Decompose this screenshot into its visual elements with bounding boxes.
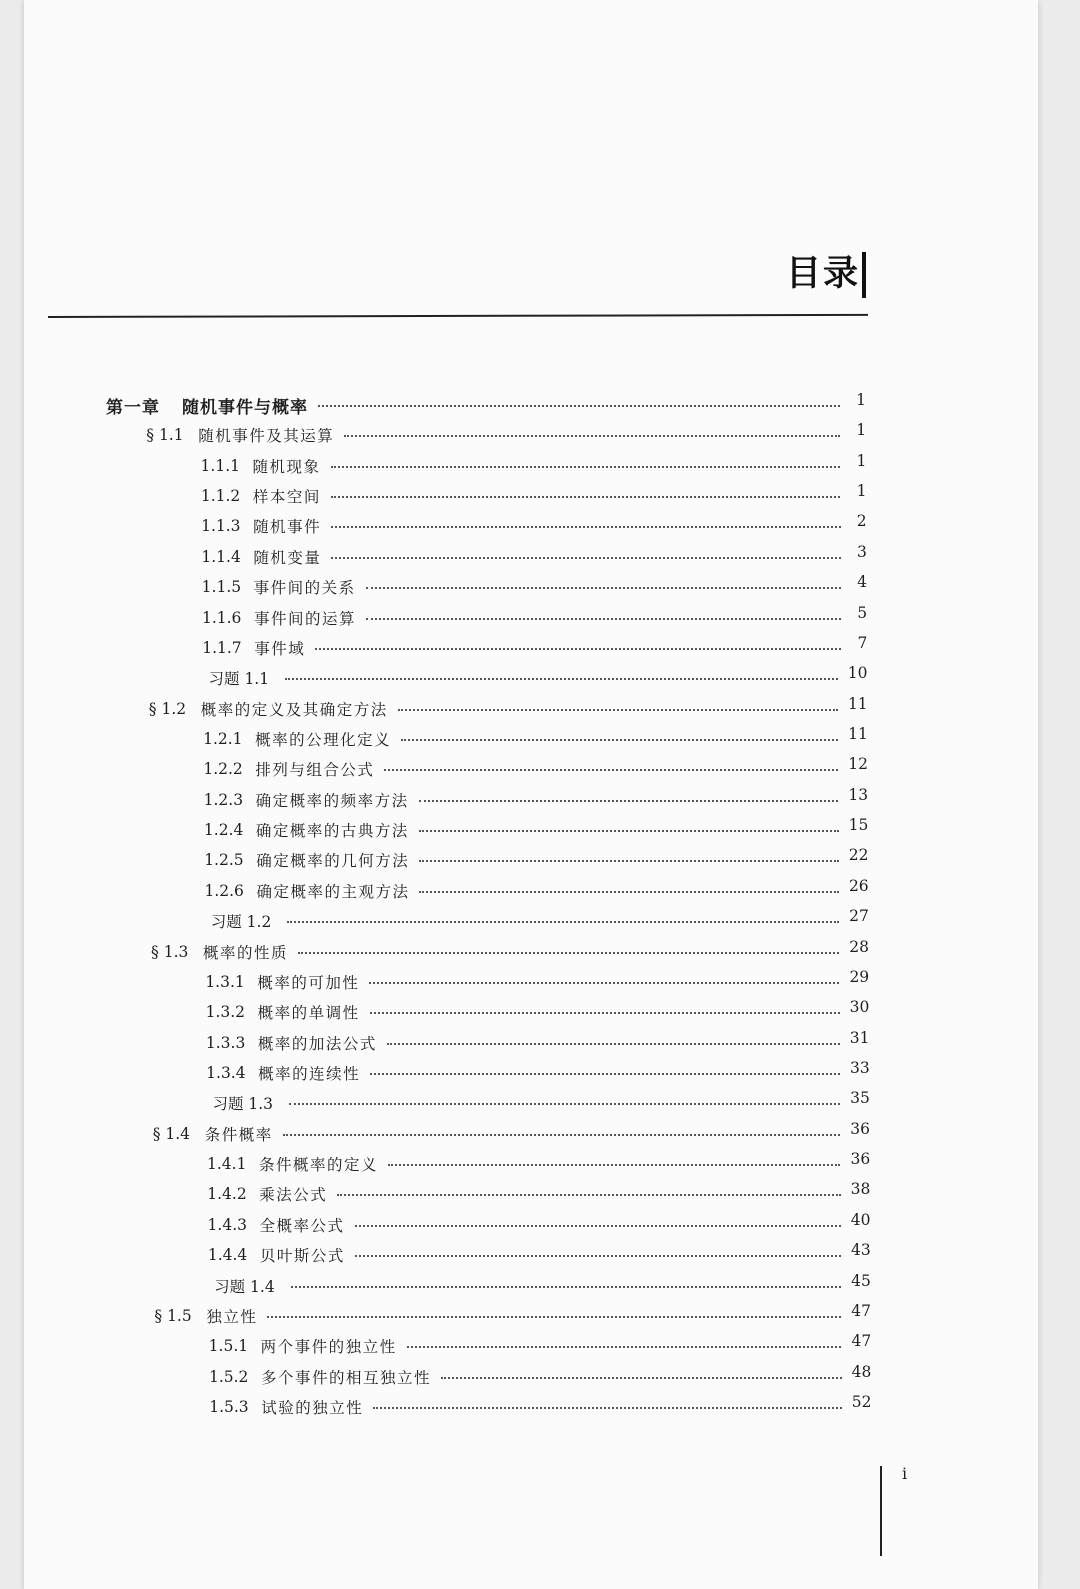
toc-entry[interactable] bbox=[204, 878, 868, 904]
toc-entry-page: 47 bbox=[851, 1332, 872, 1351]
toc-entry-title: 随机事件与概率 bbox=[182, 397, 308, 418]
toc-entry-page: 52 bbox=[851, 1393, 872, 1411]
toc-entry-title: 概率的公理化定义 bbox=[255, 731, 392, 749]
toc-entry[interactable] bbox=[203, 756, 868, 782]
toc-entry-page: 2 bbox=[856, 512, 867, 531]
toc-entry-page: 1 bbox=[856, 391, 866, 409]
dot-leader bbox=[370, 1012, 840, 1014]
toc-entry[interactable] bbox=[204, 847, 868, 873]
toc-entry-page: 10 bbox=[847, 664, 868, 683]
toc-entry-number: 1.1.7 bbox=[202, 638, 242, 657]
dot-leader bbox=[366, 618, 841, 620]
dot-leader bbox=[366, 587, 841, 589]
toc-entry-page: 43 bbox=[850, 1241, 871, 1260]
dot-leader bbox=[331, 526, 841, 528]
toc-entry-number: 1.4.3 bbox=[207, 1215, 247, 1234]
dot-leader bbox=[355, 1255, 841, 1257]
toc-entry-title: 概率的定义及其确定方法 bbox=[200, 700, 388, 719]
toc-entry[interactable] bbox=[151, 939, 869, 965]
toc-entry-title: 样本空间 bbox=[252, 488, 321, 507]
toc-entry-page: 13 bbox=[848, 785, 869, 804]
toc-entry-number: § 1.3 bbox=[151, 942, 189, 961]
toc-entry[interactable] bbox=[206, 1060, 870, 1086]
toc-entry-title: 确定概率的几何方法 bbox=[256, 852, 410, 871]
dot-leader bbox=[441, 1377, 842, 1379]
toc-entry-title: 全概率公式 bbox=[259, 1216, 345, 1235]
dot-leader bbox=[419, 830, 839, 832]
dot-leader bbox=[373, 1407, 842, 1409]
toc-entry-title: 确定概率的频率方法 bbox=[255, 791, 409, 810]
toc-entry-page: 12 bbox=[848, 755, 868, 774]
toc-entry[interactable] bbox=[209, 1394, 871, 1420]
toc-entry-number: 1.2.6 bbox=[204, 881, 244, 900]
toc-entry[interactable] bbox=[201, 483, 867, 509]
toc-entry-number: 1.5.1 bbox=[208, 1337, 249, 1356]
folio-bar-decoration bbox=[880, 1466, 882, 1556]
toc-entry-number: 1.2.5 bbox=[204, 851, 244, 870]
toc-entry-number: 1.1.1 bbox=[200, 456, 240, 475]
toc-entry-page: 31 bbox=[849, 1028, 870, 1047]
toc-entry[interactable] bbox=[204, 787, 869, 813]
toc-entry-page: 48 bbox=[851, 1362, 872, 1381]
toc-entry[interactable] bbox=[206, 1030, 870, 1056]
toc-entry-number: 第一章 bbox=[106, 397, 160, 418]
toc-entry-page: 27 bbox=[849, 907, 869, 926]
toc-entry-page: 26 bbox=[848, 876, 869, 895]
toc-entry-page: 35 bbox=[850, 1089, 870, 1108]
toc-entry-title: 贝叶斯公式 bbox=[259, 1247, 345, 1266]
toc-entry-number: 1.4.2 bbox=[207, 1185, 247, 1204]
toc-entry[interactable] bbox=[153, 1121, 870, 1147]
toc-entry-title: 确定概率的古典方法 bbox=[255, 822, 409, 841]
toc-entry-number: 1.2.4 bbox=[203, 821, 244, 840]
dot-leader bbox=[285, 678, 838, 680]
toc-entry[interactable] bbox=[214, 1273, 871, 1299]
toc-entry-number: § 1.2 bbox=[148, 699, 187, 718]
toc-entry[interactable] bbox=[202, 574, 867, 600]
toc-entry[interactable] bbox=[146, 422, 866, 448]
toc-entry[interactable] bbox=[204, 817, 868, 843]
toc-entry[interactable] bbox=[206, 999, 870, 1025]
toc-entry-title: 乘法公式 bbox=[259, 1186, 328, 1205]
toc-entry-page: 45 bbox=[851, 1271, 871, 1290]
toc-entry-number: 1.1.2 bbox=[200, 487, 241, 506]
toc-entry-number: 1.3.2 bbox=[205, 1003, 246, 1022]
toc-entry[interactable] bbox=[106, 392, 866, 418]
toc-entry-page: 28 bbox=[849, 937, 869, 956]
dot-leader bbox=[384, 769, 838, 771]
toc-entry-page: 29 bbox=[849, 967, 870, 986]
toc-entry[interactable] bbox=[209, 1333, 872, 1359]
toc-entry-page: 38 bbox=[850, 1180, 871, 1199]
toc-entry[interactable] bbox=[207, 1181, 870, 1207]
page-number: i bbox=[902, 1464, 908, 1483]
toc-entry-page: 36 bbox=[850, 1150, 871, 1169]
toc-entry-page: 1 bbox=[856, 451, 867, 470]
toc-entry-page: 30 bbox=[849, 998, 870, 1017]
dot-leader bbox=[401, 739, 838, 741]
toc-entry-number: 1.1.3 bbox=[201, 517, 241, 536]
toc-entry-number: § 1.1 bbox=[146, 426, 184, 445]
toc-entry-number: 1.5.2 bbox=[208, 1367, 249, 1386]
toc-entry-page: 7 bbox=[857, 633, 868, 652]
dot-leader bbox=[344, 435, 840, 437]
toc-entry[interactable] bbox=[201, 544, 866, 570]
toc-entry[interactable] bbox=[208, 1212, 871, 1238]
toc-entry-number: 习题 1.3 bbox=[212, 1095, 274, 1114]
toc-entry-number: 1.4.4 bbox=[207, 1246, 248, 1265]
toc-entry-title: 条件概率 bbox=[204, 1125, 273, 1144]
toc-entry-number: § 1.4 bbox=[152, 1124, 191, 1143]
dot-leader bbox=[388, 1164, 840, 1166]
toc-entry-title: 概率的单调性 bbox=[257, 1004, 360, 1023]
dot-leader bbox=[331, 557, 840, 559]
toc-entry-title: 多个事件的相互独立性 bbox=[260, 1368, 431, 1387]
toc-entry-title: 确定概率的主观方法 bbox=[256, 882, 410, 901]
toc-entry-number: 1.5.3 bbox=[209, 1398, 249, 1416]
dot-leader bbox=[287, 921, 839, 923]
toc-entry[interactable] bbox=[201, 513, 867, 539]
toc-entry-page: 4 bbox=[857, 573, 867, 592]
dot-leader bbox=[291, 1286, 841, 1288]
toc-entry-number: 1.3.4 bbox=[206, 1064, 246, 1082]
toc-entry-title: 概率的连续性 bbox=[258, 1065, 361, 1083]
dot-leader bbox=[298, 952, 839, 954]
dot-leader bbox=[398, 709, 838, 711]
dot-leader bbox=[419, 891, 838, 893]
toc-entry-page: 33 bbox=[849, 1059, 870, 1077]
toc-entry-page: 3 bbox=[856, 542, 867, 561]
toc-entry-title: 概率的可加性 bbox=[257, 973, 360, 992]
toc-entry[interactable] bbox=[154, 1303, 871, 1329]
dot-leader bbox=[331, 466, 841, 468]
toc-entry[interactable] bbox=[209, 665, 868, 691]
dot-leader bbox=[283, 1134, 841, 1136]
toc-entry-number: 习题 1.1 bbox=[208, 670, 270, 689]
toc-entry-page: 36 bbox=[850, 1119, 871, 1138]
dot-leader bbox=[337, 1194, 840, 1196]
toc-entry-title: 独立性 bbox=[206, 1307, 258, 1326]
dot-leader bbox=[267, 1316, 841, 1318]
toc-entry-page: 1 bbox=[856, 482, 867, 501]
dot-leader bbox=[370, 1073, 840, 1075]
dot-leader bbox=[419, 860, 839, 862]
toc-entry-title: 随机现象 bbox=[252, 457, 321, 476]
toc-entry-title: 事件域 bbox=[254, 639, 306, 658]
toc-entry[interactable] bbox=[205, 969, 869, 995]
toc-entry-title: 事件间的关系 bbox=[253, 579, 356, 598]
toc-entry-title: 排列与组合公式 bbox=[255, 761, 375, 780]
dot-leader bbox=[355, 1225, 841, 1227]
toc-entry[interactable] bbox=[207, 1151, 870, 1177]
toc-entry-number: 1.4.1 bbox=[207, 1155, 247, 1174]
toc-entry[interactable] bbox=[149, 696, 868, 722]
dot-leader bbox=[315, 648, 841, 650]
toc-entry-number: 习题 1.4 bbox=[214, 1277, 275, 1296]
dot-leader bbox=[369, 982, 839, 984]
toc-entry-number: 1.3.3 bbox=[205, 1033, 246, 1052]
toc-entry-number: 1.2.1 bbox=[203, 730, 243, 748]
dot-leader bbox=[407, 1346, 842, 1348]
toc-entry[interactable] bbox=[211, 908, 869, 934]
dot-leader bbox=[419, 800, 839, 802]
toc-entry-page: 11 bbox=[848, 725, 868, 743]
toc-entry-page: 15 bbox=[848, 816, 869, 835]
toc-entry[interactable] bbox=[208, 1242, 871, 1268]
dot-leader bbox=[318, 405, 840, 407]
toc-entry-number: 1.2.2 bbox=[203, 760, 243, 779]
toc-entry[interactable] bbox=[203, 726, 868, 752]
dot-leader bbox=[387, 1043, 840, 1045]
toc-entry-title: 概率的性质 bbox=[203, 943, 289, 962]
toc-entry[interactable] bbox=[201, 453, 867, 479]
toc-entry-number: 1.3.1 bbox=[205, 972, 245, 991]
toc-entry-number: 习题 1.2 bbox=[210, 913, 272, 932]
toc-entry-title: 概率的加法公式 bbox=[257, 1034, 377, 1053]
toc-entry-title: 试验的独立性 bbox=[261, 1399, 364, 1417]
toc-entry-number: 1.1.5 bbox=[201, 578, 242, 597]
toc-entry-number: § 1.5 bbox=[154, 1306, 192, 1325]
toc-entry-title: 随机事件及其运算 bbox=[198, 427, 335, 446]
toc-entry[interactable] bbox=[209, 1364, 871, 1390]
toc-entry-title: 随机事件 bbox=[253, 518, 322, 537]
toc-entry-number: 1.1.4 bbox=[201, 547, 241, 566]
toc-entry-page: 47 bbox=[851, 1301, 872, 1320]
toc-entry-title: 条件概率的定义 bbox=[259, 1156, 379, 1175]
dot-leader bbox=[289, 1103, 840, 1105]
toc-entry[interactable] bbox=[202, 635, 867, 661]
dot-leader bbox=[331, 496, 841, 498]
toc-entry-title: 两个事件的独立性 bbox=[260, 1338, 397, 1357]
toc-entry-title: 随机变量 bbox=[253, 548, 322, 567]
toc-entry-number: 1.1.6 bbox=[201, 608, 242, 627]
page-title: 目录 bbox=[786, 254, 861, 294]
toc-entry-page: 11 bbox=[847, 694, 868, 713]
toc-entry-page: 22 bbox=[848, 846, 869, 865]
toc-entry-number: 1.2.3 bbox=[203, 790, 244, 809]
toc-entry-title: 事件间的运算 bbox=[253, 609, 356, 628]
toc-entry-page: 40 bbox=[850, 1210, 871, 1229]
toc-entry[interactable] bbox=[212, 1090, 869, 1116]
toc-entry[interactable] bbox=[202, 605, 867, 631]
toc-entry-page: 1 bbox=[856, 421, 867, 440]
toc-entry-page: 5 bbox=[857, 603, 868, 622]
